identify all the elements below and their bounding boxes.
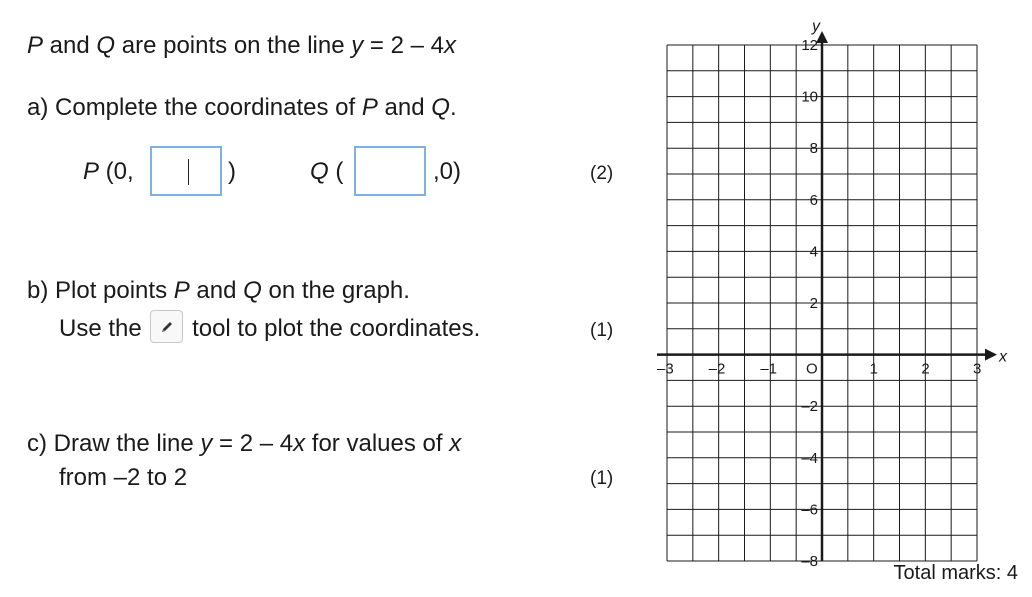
- x-tick-label: 3: [973, 360, 982, 378]
- y-tick-label: 6: [809, 191, 818, 209]
- origin-label: O: [806, 360, 818, 378]
- y-tick-label: 2: [809, 295, 818, 312]
- p-coordinate-label: P (0,: [83, 158, 134, 185]
- part-c-marks: (1): [590, 468, 614, 489]
- x-tick-label: –3: [657, 360, 674, 378]
- y-tick-label: 12: [801, 37, 818, 54]
- part-c-range: from –2 to 2: [59, 464, 188, 491]
- part-b-instruction: Use the tool to plot the coordinates.: [59, 313, 480, 346]
- y-axis-label: y: [812, 18, 820, 35]
- x-tick-label: 1: [869, 360, 879, 378]
- y-tick-label: –4: [801, 449, 818, 467]
- part-b-marks: (1): [590, 320, 614, 341]
- x-tick-label: –2: [708, 360, 726, 378]
- part-c-prompt: c) Draw the line y = 2 – 4x for values of x: [27, 430, 462, 457]
- point-q-label: Q: [96, 32, 116, 59]
- y-tick-label: –8: [801, 553, 818, 570]
- total-marks: Total marks: 4: [893, 562, 1018, 584]
- y-tick-label: –6: [801, 501, 818, 519]
- q-coordinate-close: ,0): [433, 158, 462, 185]
- part-a-marks: (2): [590, 163, 614, 184]
- x-axis-arrow-icon: [985, 349, 997, 361]
- y-tick-label: 8: [809, 140, 818, 158]
- x-axis-label: x: [999, 348, 1007, 366]
- y-tick-label: 4: [809, 243, 818, 261]
- question-intro: P and Q are points on the line y = 2 – 4x: [27, 32, 456, 59]
- x-tick-label: 2: [921, 360, 930, 378]
- q-coordinate-label: Q (: [310, 158, 344, 185]
- part-b-prompt: b) Plot points P and Q on the graph.: [27, 277, 410, 304]
- point-p-label: P: [27, 32, 44, 59]
- y-tick-label: 10: [801, 88, 818, 106]
- x-tick-label: –1: [760, 360, 778, 378]
- p-coordinate-close: ): [228, 158, 236, 185]
- part-a-prompt: a) Complete the coordinates of P and Q.: [27, 94, 457, 121]
- y-tick-label: –2: [801, 398, 818, 416]
